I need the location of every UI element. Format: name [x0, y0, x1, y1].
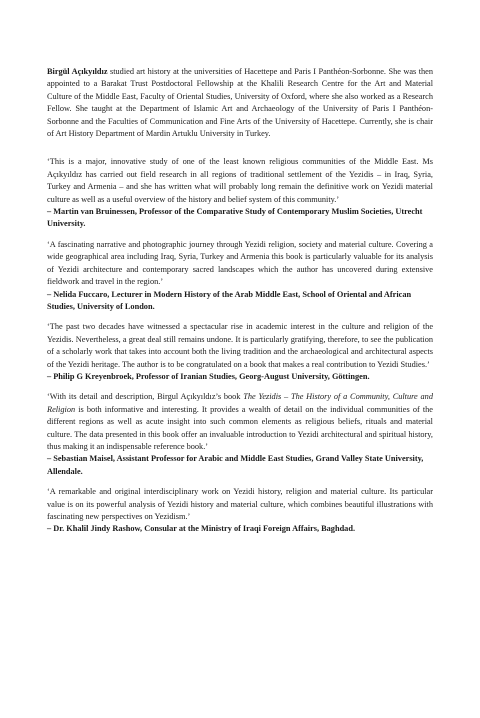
blurb-quote [47, 391, 433, 478]
author-bio-text: studied art history at the universities of Hacettepe and Paris I Panthéon-Sorbonne. She was then appointed to a Barakat Trust Postdoctoral Fellowship at the Khalili Research Centre for the Art and Material Culture of the Middle East, Faculty of Oriental Studies, University of Oxford, where she also worked as a Research Fellow. She taught at the Department of Islamic Art and Archaeology of the University of Paris I Panthéon-Sorbonne and the Faculties of Communication and Fine Arts of the University of Hacettepe. Currently, she is chair of Art History Department of Mardin Artuklu University in Turkey. [47, 67, 433, 139]
book-title: The Yezidis – The History of a Community, Culture and Religion [47, 392, 433, 414]
blurb-quote [47, 486, 433, 536]
blurb-quote-text-after: is both informative and interesting. It provides a wealth of detail on the individual communities of the different regions as well as acute insight into such common elements as religious beliefs, rituals and material culture. The data presented in this book offer an invaluable introduction to Yezidi architectural and spiritual history, thus making it an indispensable reference book.’ [47, 404, 433, 451]
author-bio [47, 66, 433, 140]
blurb-quote [47, 156, 433, 230]
author-name: Birgül Açıkyıldız [47, 67, 108, 76]
blurb-quote-text: ‘A fascinating narrative and photographic journey through Yezidi religion, society and material culture. Covering a wide geographical area including Iraq, Syria, Turkey and Armenia this book is particularly valuable for its analysis of Yezidi architecture and contemporary sacred landscapes which the author has uncovered during extensive fieldwork and travel in the region.’ [47, 239, 433, 287]
blurb-quote [47, 321, 433, 383]
book-blurb-page [47, 66, 433, 544]
blurb-attribution: – Martin van Bruinessen, Professor of the Comparative Study of Contemporary Muslim Societies, Utrecht University. [47, 207, 423, 229]
blurb-quote-text: ‘The past two decades have witnessed a spectacular rise in academic interest in the culture and religion of the Yezidis. Nevertheless, a great deal still remains undone. It is particularly gratifying, therefore, to see the publication of a scholarly work that takes into account both the living tradition and the archaeological and architectural aspects of the Yezidi heritage. The author is to be congratulated on a book that makes a real contribution to Yezidi Studies.’ [47, 322, 433, 369]
blurb-attribution: – Dr. Khalil Jindy Rashow, Consular at the Ministry of Iraqi Foreign Affairs, Baghdad. [47, 524, 356, 534]
blurb-attribution: – Nelida Fuccaro, Lecturer in Modern History of the Arab Middle East, School of Oriental and African Studies, University of London. [47, 289, 412, 311]
blurb-attribution: – Sebastian Maisel, Assistant Professor for Arabic and Middle East Studies, Grand Valley State University, Allendale. [47, 454, 424, 476]
blurb-attribution: – Philip G Kreyenbroek, Professor of Iranian Studies, Georg-August University, Göttingen. [47, 371, 370, 381]
blurb-quote [47, 239, 433, 313]
blurb-quote-text: ‘A remarkable and original interdisciplinary work on Yezidi history, religion and material culture. Its particular value is on its powerful analysis of Yezidi history and material culture, which combines beautiful illustrations with fascinating new perspectives on Yezidism.’ [47, 487, 433, 521]
blurb-quote-text: ‘This is a major, innovative study of one of the least known religious communities of the Middle East. Ms Açıkyıldız has carried out field research in all regions of traditional settlement of the Yezidis – in Iraq, Syria, Turkey and Armenia – and she has written what will probably long remain the definitive work on Yezidi material culture as well as a useful overview of the history and belief system of this community.’ [47, 157, 433, 204]
blurb-quote-text-before: ‘With its detail and description, Birgul Açıkyıldız’s book [47, 392, 244, 402]
